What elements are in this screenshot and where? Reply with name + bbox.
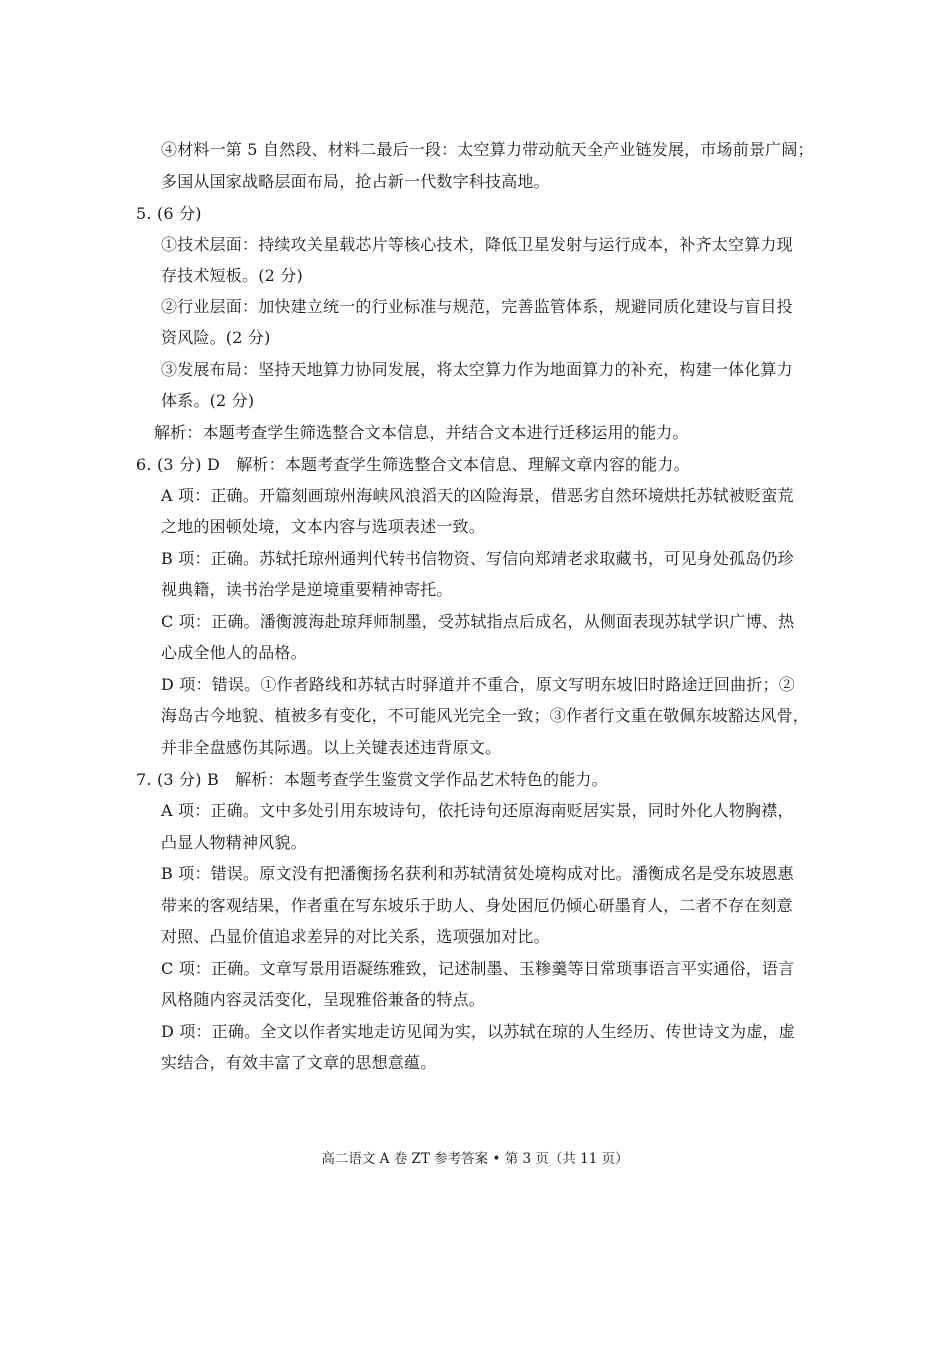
- text-line: ④材料一第 5 自然段、材料二最后一段：太空算力带动航天全产业链发展，市场前景广阔；: [161, 140, 814, 159]
- text-line: ③发展布局：坚持天地算力协同发展，将太空算力作为地面算力的补充，构建一体化算力: [161, 360, 793, 379]
- text-line: ②行业层面：加快建立统一的行业标准与规范，完善监管体系，规避同质化建设与盲目投: [161, 297, 793, 316]
- text-line: C 项：正确。文章写景用语凝练雅致，记述制墨、玉糁羹等日常琐事语言平实通俗，语言: [161, 959, 795, 978]
- text-line: 视典籍，读书治学是逆境重要精神寄托。: [161, 580, 453, 599]
- text-line: 对照、凸显价值追求差异的对比关系，选项强加对比。: [161, 927, 550, 946]
- text-line: 多国从国家战略层面布局，抢占新一代数字科技高地。: [161, 172, 550, 191]
- text-line: 存技术短板。(2 分): [161, 266, 303, 285]
- analysis-line: 解析：本题考查学生筛选整合文本信息，并结合文本进行迁移运用的能力。: [154, 423, 689, 442]
- text-line: 并非全盘感伤其际遇。以上关键表述违背原文。: [161, 738, 502, 757]
- question-heading: 7. (3 分) B 解析：本题考查学生鉴赏文学作品艺术特色的能力。: [136, 770, 608, 789]
- page-footer: 高二语文 A 卷 ZT 参考答案 • 第 3 页（共 11 页）: [321, 1151, 629, 1167]
- text-line: 海岛古今地貌、植被多有变化，不可能风光完全一致；③作者行文重在敬佩东坡豁达风骨，: [161, 706, 810, 725]
- text-line: 心成全他人的品格。: [161, 643, 307, 662]
- text-line: 凸显人物精神风貌。: [161, 833, 307, 852]
- text-line: D 项：错误。①作者路线和苏轼古时驿道并不重合，原文写明东坡旧时路途迂回曲折；②: [161, 675, 795, 694]
- question-heading: 6. (3 分) D 解析：本题考查学生筛选整合文本信息、理解文章内容的能力。: [136, 455, 690, 474]
- text-line: ①技术层面：持续攻关星载芯片等核心技术，降低卫星发射与运行成本，补齐太空算力现: [161, 235, 793, 254]
- text-line: 带来的客观结果，作者重在写东坡乐于助人、身处困厄仍倾心研墨育人，二者不存在刻意: [161, 896, 793, 915]
- text-line: 风格随内容灵活变化，呈现雅俗兼备的特点。: [161, 990, 486, 1009]
- text-line: 体系。(2 分): [161, 391, 255, 410]
- question-heading: 5. (6 分): [136, 204, 202, 223]
- text-line: D 项：正确。全文以作者实地走访见闻为实，以苏轼在琼的人生经历、传世诗文为虚，虚: [161, 1022, 795, 1041]
- text-line: 资风险。(2 分): [161, 328, 271, 347]
- text-line: B 项：正确。苏轼托琼州通判代转书信物资、写信向郑靖老求取藏书，可见身处孤岛仍珍: [161, 549, 794, 568]
- text-line: 之地的困顿处境，文本内容与选项表述一致。: [161, 517, 486, 536]
- text-line: B 项：错误。原文没有把潘衡扬名获利和苏轼清贫处境构成对比。潘衡成名是受东坡恩惠: [161, 864, 794, 883]
- text-line: 实结合，有效丰富了文章的思想意蕴。: [161, 1053, 437, 1072]
- text-line: A 项：正确。文中多处引用东坡诗句，依托诗句还原海南贬居实景，同时外化人物胸襟，: [161, 801, 794, 820]
- text-line: C 项：正确。潘衡渡海赴琼拜师制墨，受苏轼指点后成名，从侧面表现苏轼学识广博、热: [161, 612, 795, 631]
- text-line: A 项：正确。开篇刻画琼州海峡风浪滔天的凶险海景，借恶劣自然环境烘托苏轼被贬蛮荒: [161, 486, 794, 505]
